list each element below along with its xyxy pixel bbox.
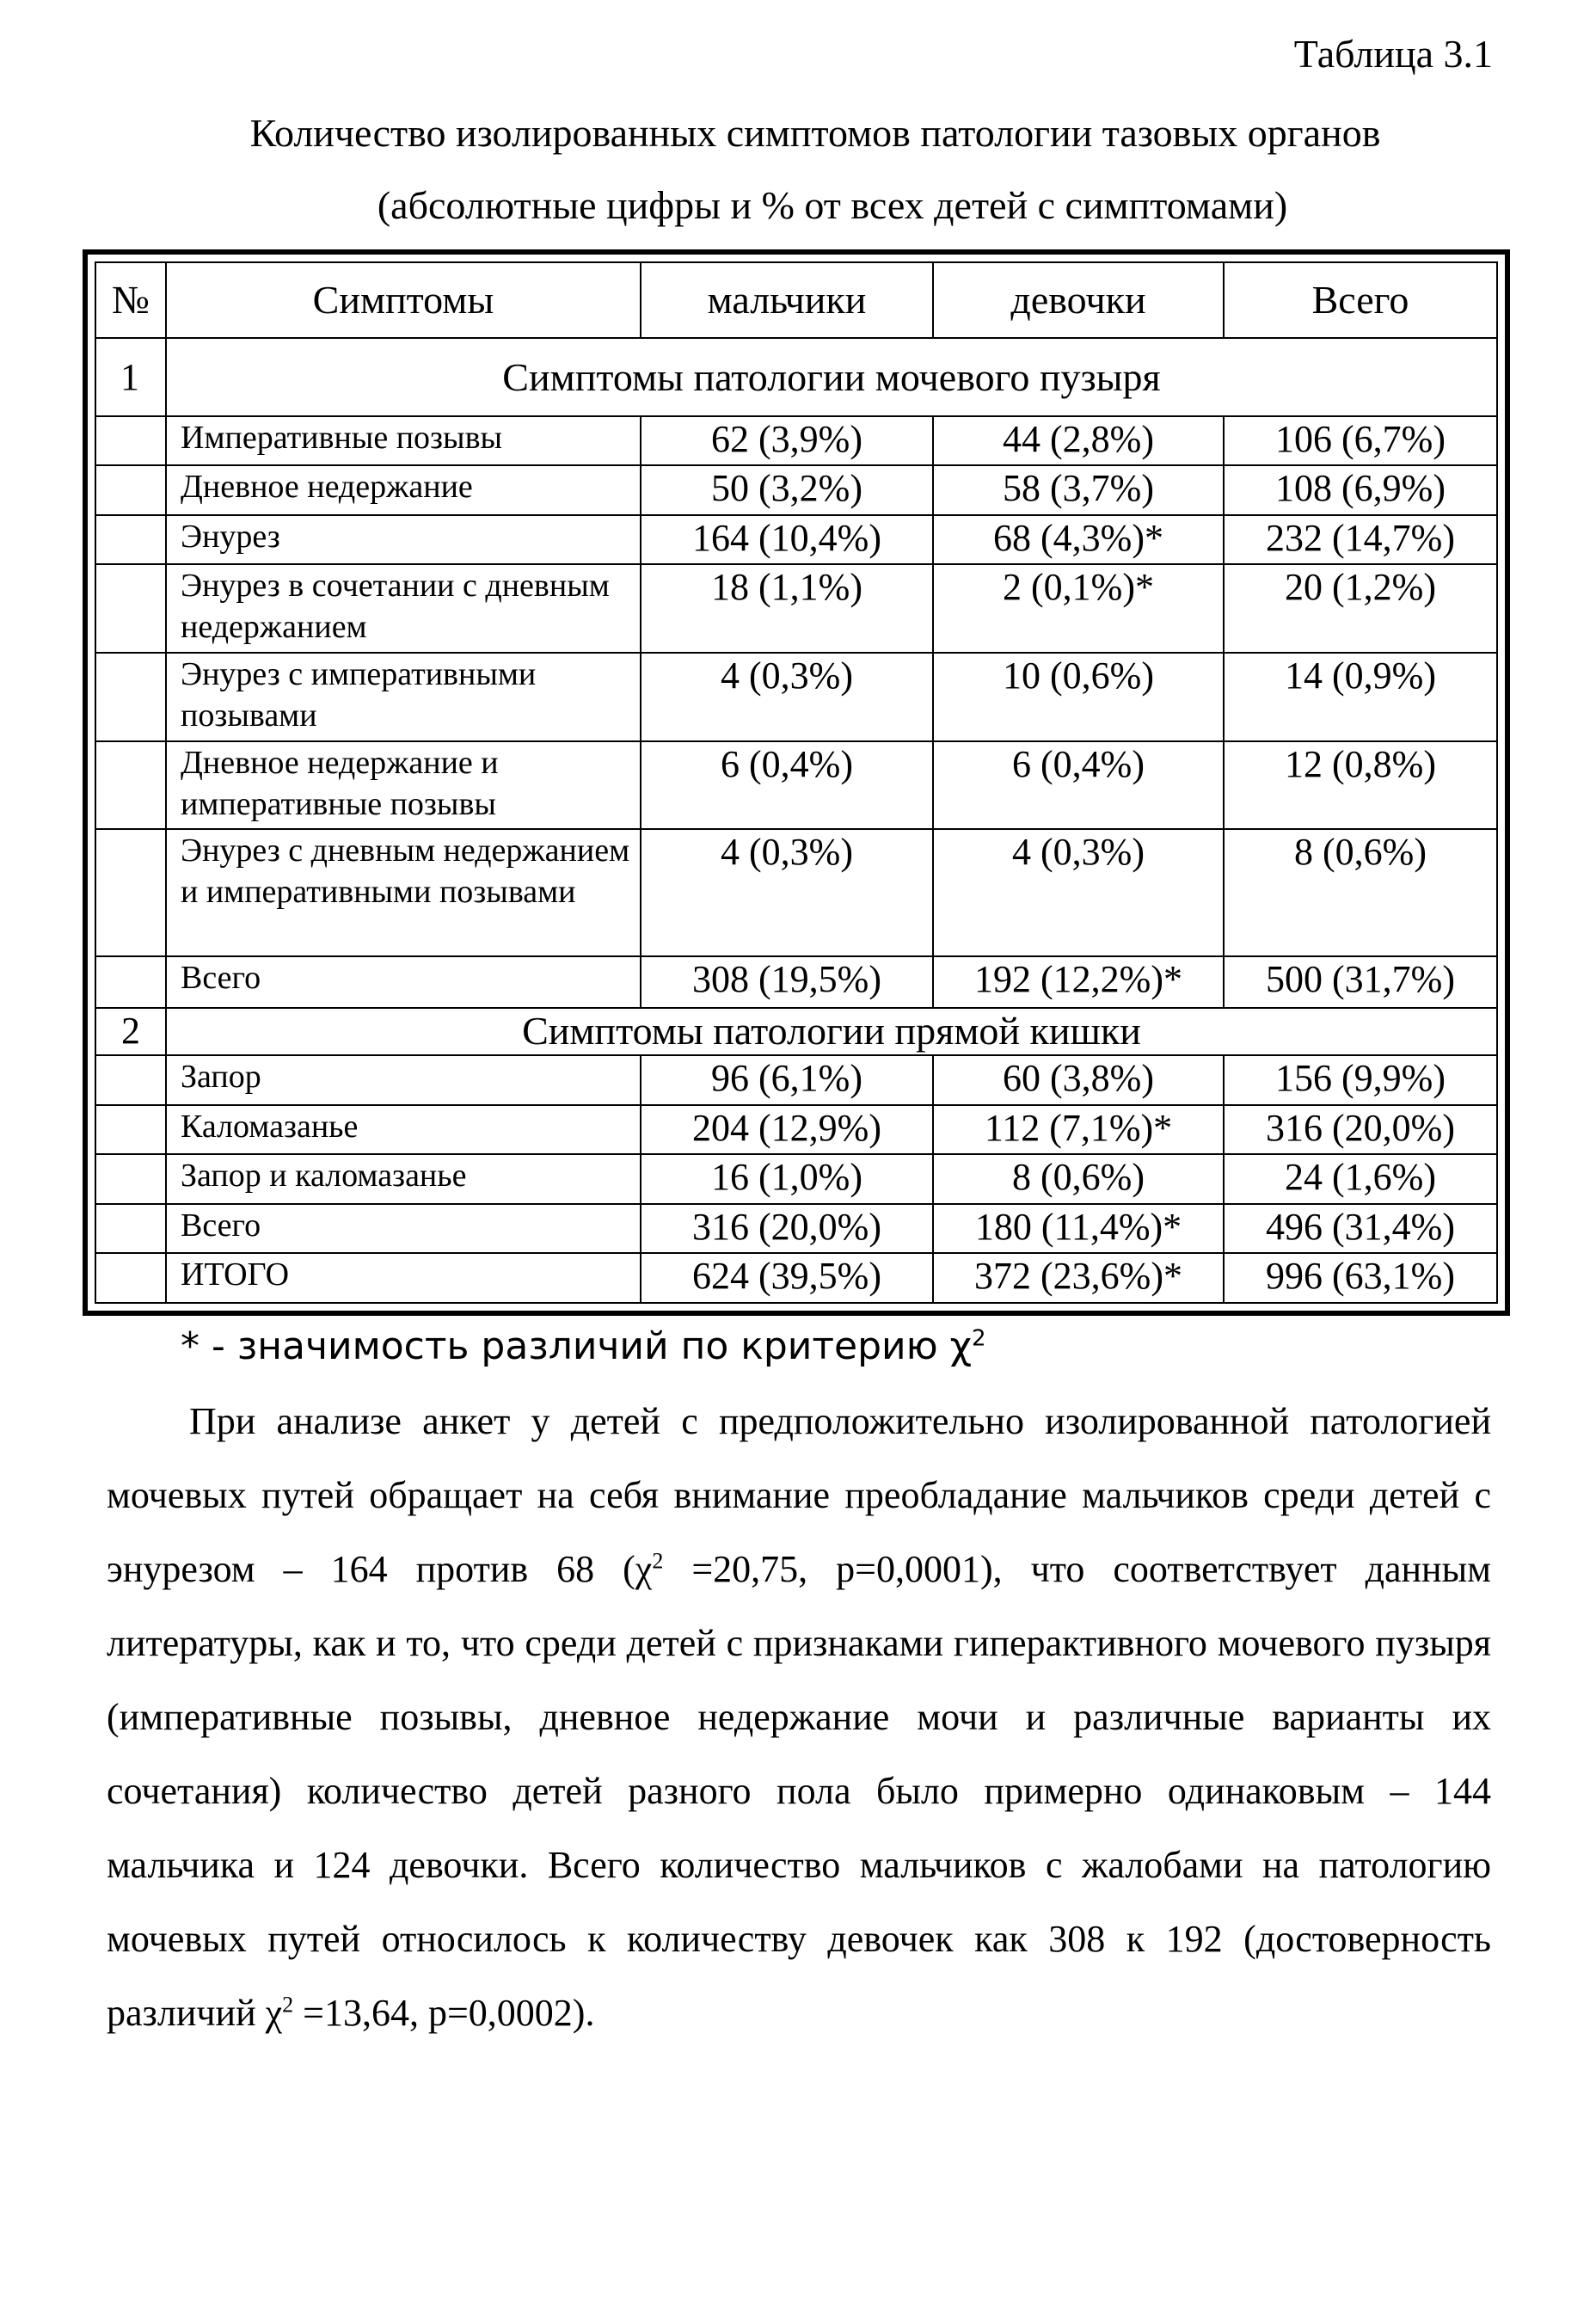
girls-value: 6 (0,4%) bbox=[933, 741, 1224, 830]
section-number: 2 bbox=[95, 1008, 166, 1055]
table-row bbox=[95, 465, 1497, 515]
symptom-name: Энурез с дневным недержанием и императивными позывами bbox=[166, 829, 641, 956]
girls-value: 180 (11,4%)* bbox=[933, 1204, 1224, 1254]
girls-value: 58 (3,7%) bbox=[933, 465, 1224, 515]
girls-value: 44 (2,8%) bbox=[933, 416, 1224, 466]
boys-value: 18 (1,1%) bbox=[641, 564, 933, 653]
paragraph-part-1: При анализе анкет у детей с предположительно изолированной патологией мочевых путей обращает на себя внимание преобладание мальчиков среди детей с энурезом – 164 против 68 (χ bbox=[107, 1400, 1491, 1590]
table-row bbox=[95, 564, 1497, 653]
boys-value: 308 (19,5%) bbox=[641, 956, 933, 1008]
boys-value: 50 (3,2%) bbox=[641, 465, 933, 515]
total-value: 20 (1,2%) bbox=[1224, 564, 1497, 653]
boys-value: 62 (3,9%) bbox=[641, 416, 933, 466]
table-row bbox=[95, 416, 1497, 466]
table-row bbox=[95, 829, 1497, 956]
boys-value: 96 (6,1%) bbox=[641, 1055, 933, 1105]
total-value: 156 (9,9%) bbox=[1224, 1055, 1497, 1105]
header-girls: девочки bbox=[933, 262, 1224, 338]
boys-value: 4 (0,3%) bbox=[641, 653, 933, 741]
paragraph-part-3: =13,64, p=0,0002). bbox=[293, 1992, 595, 2034]
boys-value: 16 (1,0%) bbox=[641, 1154, 933, 1204]
table-footnote bbox=[181, 1324, 986, 1368]
section-row bbox=[95, 1008, 1497, 1055]
symptom-name: Всего bbox=[166, 956, 641, 1008]
symptoms-table bbox=[95, 261, 1498, 1304]
boys-value: 316 (20,0%) bbox=[641, 1204, 933, 1254]
table-header-row bbox=[95, 262, 1497, 338]
symptom-name: Дневное недержание и императивные позывы bbox=[166, 741, 641, 830]
boys-value: 6 (0,4%) bbox=[641, 741, 933, 830]
total-value: 24 (1,6%) bbox=[1224, 1154, 1497, 1204]
total-value: 12 (0,8%) bbox=[1224, 741, 1497, 830]
section-row bbox=[95, 338, 1497, 415]
symptom-name: Энурез в сочетании с дневным недержанием bbox=[166, 564, 641, 653]
section-title: Симптомы патологии мочевого пузыря bbox=[166, 338, 1497, 415]
boys-value: 4 (0,3%) bbox=[641, 829, 933, 956]
symptom-name: Каломазанье bbox=[166, 1105, 641, 1155]
table-row bbox=[95, 1105, 1497, 1155]
total-value: 500 (31,7%) bbox=[1224, 956, 1497, 1008]
boys-value: 624 (39,5%) bbox=[641, 1253, 933, 1303]
table-label: Таблица 3.1 bbox=[1293, 32, 1493, 76]
paragraph-part-2: =20,75, p=0,0001), что соответствует данным литературы, как и то, что среди детей с признаками гиперактивного мочевого пузыря (императивные позывы, дневное недержание мочи и различные варианты их сочетания) количество детей разного пола было примерно одинаковым – 144 мальчика и 124 девочки. Всего количество мальчиков с жалобами на патологию мочевых путей относилось к количеству девочек как 308 к 192 (достоверность различий χ bbox=[107, 1548, 1491, 2034]
girls-value: 192 (12,2%)* bbox=[933, 956, 1224, 1008]
footnote-superscript: 2 bbox=[972, 1325, 986, 1352]
header-boys: мальчики bbox=[641, 262, 933, 338]
girls-value: 60 (3,8%) bbox=[933, 1055, 1224, 1105]
boys-value: 164 (10,4%) bbox=[641, 515, 933, 565]
body-paragraph bbox=[107, 1385, 1491, 2050]
total-value: 996 (63,1%) bbox=[1224, 1253, 1497, 1303]
table-caption-line-1: Количество изолированных симптомов патологии тазовых органов bbox=[249, 111, 1381, 155]
boys-value: 204 (12,9%) bbox=[641, 1105, 933, 1155]
total-value: 108 (6,9%) bbox=[1224, 465, 1497, 515]
symptom-name: Дневное недержание bbox=[166, 465, 641, 515]
header-symptoms: Симптомы bbox=[166, 262, 641, 338]
symptom-name: Запор и каломазанье bbox=[166, 1154, 641, 1204]
table-row bbox=[95, 956, 1497, 1008]
table-row bbox=[95, 653, 1497, 741]
section-title: Симптомы патологии прямой кишки bbox=[166, 1008, 1497, 1055]
total-value: 14 (0,9%) bbox=[1224, 653, 1497, 741]
table-row bbox=[95, 1253, 1497, 1303]
table-row bbox=[95, 1154, 1497, 1204]
table-frame bbox=[83, 249, 1510, 1316]
total-value: 232 (14,7%) bbox=[1224, 515, 1497, 565]
table-row bbox=[95, 515, 1497, 565]
symptom-name: Энурез bbox=[166, 515, 641, 565]
symptom-name: Энурез с императивными позывами bbox=[166, 653, 641, 741]
paragraph-superscript-2: 2 bbox=[282, 1992, 294, 2018]
total-value: 8 (0,6%) bbox=[1224, 829, 1497, 956]
table-row bbox=[95, 741, 1497, 830]
girls-value: 2 (0,1%)* bbox=[933, 564, 1224, 653]
girls-value: 112 (7,1%)* bbox=[933, 1105, 1224, 1155]
table-row bbox=[95, 1055, 1497, 1105]
girls-value: 10 (0,6%) bbox=[933, 653, 1224, 741]
table-row bbox=[95, 1204, 1497, 1254]
header-num: № bbox=[95, 262, 166, 338]
table-caption-line-2: (абсолютные цифры и % от всех детей с симптомами) bbox=[377, 183, 1288, 227]
header-total: Всего bbox=[1224, 262, 1497, 338]
footnote-text: * - значимость различий по критерию χ bbox=[181, 1324, 973, 1368]
paragraph-superscript-1: 2 bbox=[652, 1548, 664, 1574]
symptom-name: Всего bbox=[166, 1204, 641, 1254]
girls-value: 4 (0,3%) bbox=[933, 829, 1224, 956]
girls-value: 68 (4,3%)* bbox=[933, 515, 1224, 565]
total-value: 316 (20,0%) bbox=[1224, 1105, 1497, 1155]
girls-value: 372 (23,6%)* bbox=[933, 1253, 1224, 1303]
total-value: 106 (6,7%) bbox=[1224, 416, 1497, 466]
total-value: 496 (31,4%) bbox=[1224, 1204, 1497, 1254]
symptom-name: Запор bbox=[166, 1055, 641, 1105]
symptom-name: ИТОГО bbox=[166, 1253, 641, 1303]
section-number: 1 bbox=[95, 338, 166, 415]
symptom-name: Императивные позывы bbox=[166, 416, 641, 466]
girls-value: 8 (0,6%) bbox=[933, 1154, 1224, 1204]
